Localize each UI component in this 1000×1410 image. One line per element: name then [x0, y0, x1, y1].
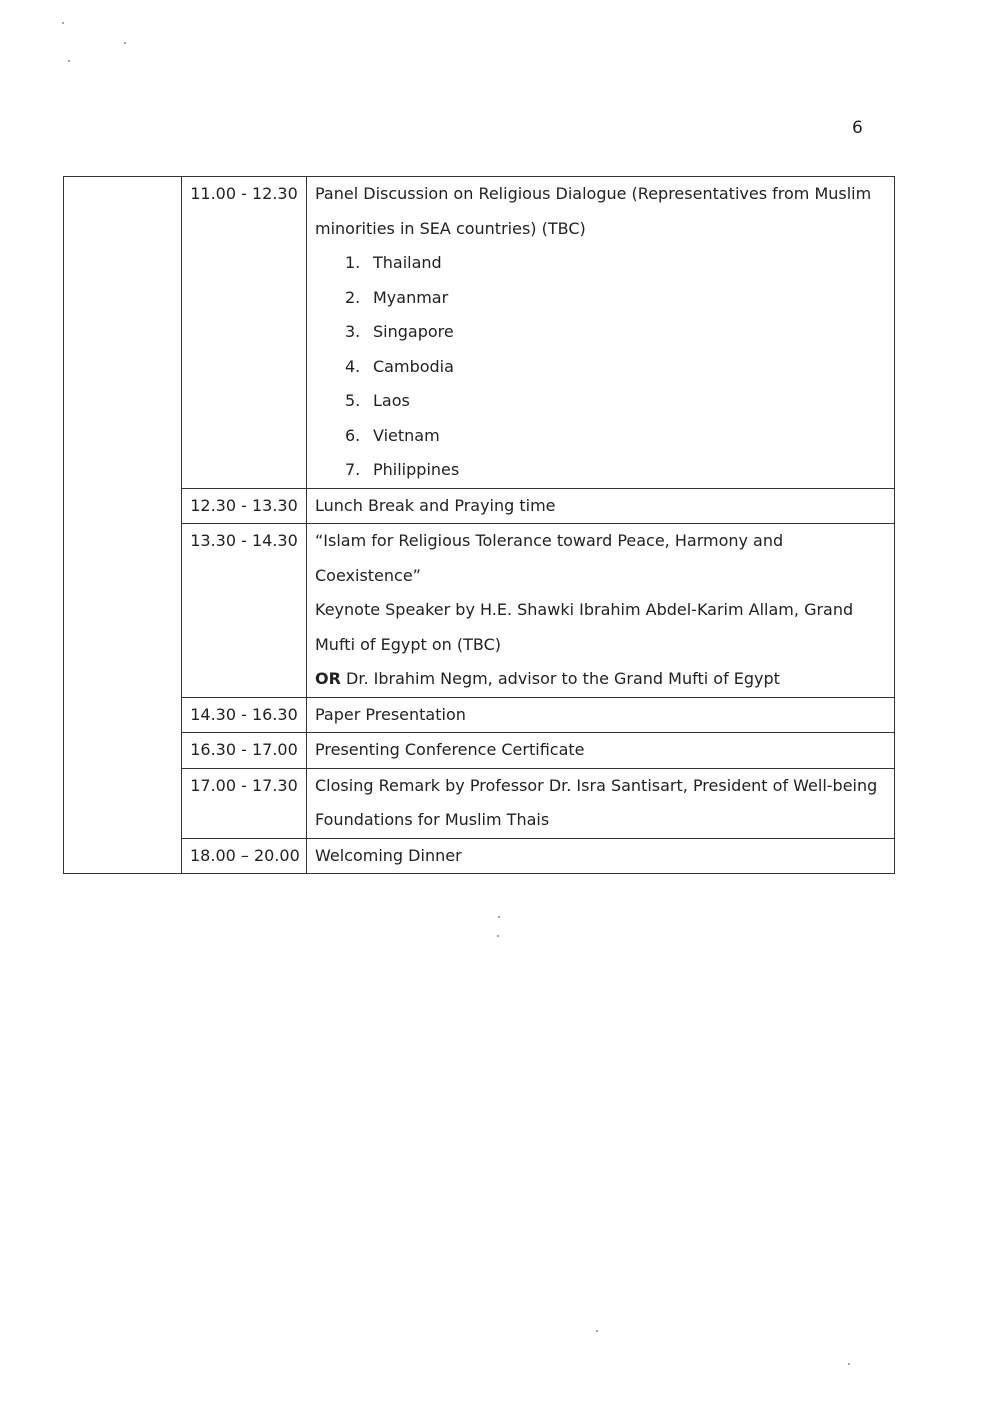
list-number: 3.: [345, 322, 361, 341]
time-cell: 13.30 - 14.30: [182, 524, 307, 698]
keynote-alternate: [315, 662, 886, 697]
description-cell: Welcoming Dinner: [307, 838, 895, 874]
agenda-row: [64, 733, 895, 769]
list-label: Vietnam: [373, 425, 440, 445]
country-list: [315, 246, 886, 488]
scan-speck: [497, 935, 499, 937]
or-label: OR: [315, 669, 341, 688]
keynote-speaker: Keynote Speaker by H.E. Shawki Ibrahim Abdel-Karim Allam, Grand Mufti of Egypt on (TBC): [315, 600, 854, 654]
agenda-row: [64, 838, 895, 874]
list-number: 2.: [345, 287, 361, 307]
agenda-row: [64, 488, 895, 524]
keynote-title: “Islam for Religious Tolerance toward Peace, Harmony and Coexistence”: [315, 531, 784, 585]
scan-speck: [498, 916, 500, 918]
scan-speck: [596, 1330, 598, 1332]
list-item: [345, 315, 886, 350]
list-item: [345, 281, 886, 316]
list-number: 1.: [345, 253, 361, 272]
description-cell: Presenting Conference Certificate: [307, 733, 895, 769]
list-number: 7.: [345, 460, 361, 479]
list-number: 5.: [345, 391, 361, 410]
date-column-cell: [64, 177, 182, 874]
time-cell: 17.00 - 17.30: [182, 768, 307, 838]
agenda-table: [63, 176, 895, 874]
list-label: Cambodia: [373, 356, 454, 376]
page-number: 6: [852, 118, 863, 138]
description-cell: Paper Presentation: [307, 697, 895, 733]
list-label: Philippines: [373, 460, 460, 479]
description-cell: Closing Remark by Professor Dr. Isra Santisart, President of Well-being Foundations for Muslim Thais: [307, 768, 895, 838]
time-cell: 18.00 – 20.00: [182, 838, 307, 874]
time-cell: 12.30 - 13.30: [182, 488, 307, 524]
list-item: [345, 384, 886, 419]
scan-speck: [68, 60, 70, 62]
description-cell: Lunch Break and Praying time: [307, 488, 895, 524]
scan-speck: [848, 1363, 850, 1365]
description-cell: [307, 177, 895, 489]
scan-speck: [62, 22, 64, 24]
list-number: 4.: [345, 356, 361, 376]
agenda-row: [64, 768, 895, 838]
time-cell: 11.00 - 12.30: [182, 177, 307, 489]
list-item: [345, 453, 886, 488]
list-label: Myanmar: [373, 287, 449, 307]
time-cell: 16.30 - 17.00: [182, 733, 307, 769]
scan-speck: [124, 42, 126, 44]
agenda-row: [64, 697, 895, 733]
panel-discussion-text: Panel Discussion on Religious Dialogue (Representatives from Muslim minorities in SEA countries) (TBC): [315, 184, 872, 238]
list-label: Laos: [373, 391, 410, 410]
description-cell: [307, 524, 895, 698]
list-label: Thailand: [373, 253, 442, 272]
list-number: 6.: [345, 425, 361, 445]
list-item: [345, 419, 886, 454]
list-label: Singapore: [373, 322, 454, 341]
agenda-row: [64, 177, 895, 489]
list-item: [345, 350, 886, 385]
list-item: [345, 246, 886, 281]
time-cell: 14.30 - 16.30: [182, 697, 307, 733]
alternate-speaker: Dr. Ibrahim Negm, advisor to the Grand Mufti of Egypt: [340, 669, 780, 688]
agenda-row: [64, 524, 895, 698]
